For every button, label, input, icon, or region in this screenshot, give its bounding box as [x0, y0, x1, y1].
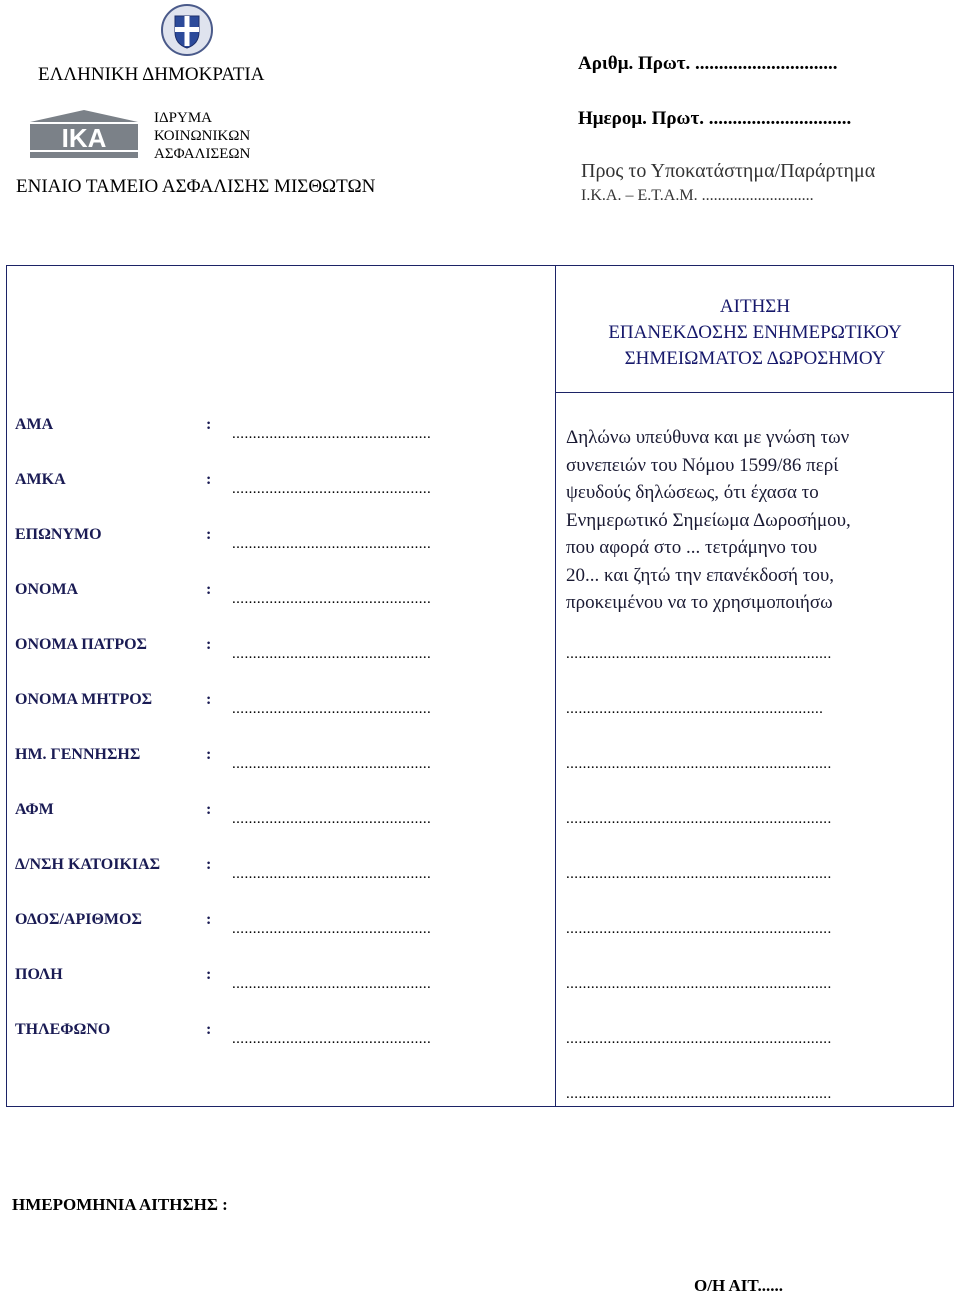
field-label-city: ΠΟΛΗ: [15, 966, 63, 983]
field-label-ama: ΑΜΑ: [15, 416, 54, 433]
form-title-line-3: ΣΗΜΕΙΩΜΑΤΟΣ ΔΩΡΟΣΗΜΟΥ: [624, 348, 886, 369]
field-label-father-name: ΟΝΟΜΑ ΠΑΤΡΟΣ: [15, 636, 148, 653]
ika-logo-text: IKA: [61, 123, 107, 153]
field-colon: :: [206, 1021, 212, 1038]
declaration-line: που αφορά στο ... τετράμηνο του: [566, 537, 818, 558]
recipient-organization: Ι.Κ.Α. – Ε.Τ.Α.Μ. ............................: [581, 187, 814, 204]
field-input-phone[interactable]: ................................................: [232, 1031, 432, 1047]
declaration-line: 20... και ζητώ την επανέκδοσή του,: [566, 564, 835, 586]
field-input-address[interactable]: ................................................: [232, 866, 432, 882]
declaration-write-line-7[interactable]: ................................................................: [566, 976, 832, 992]
form-title-line-2: ΕΠΑΝΕΚΔΟΣΗΣ ΕΝΗΜΕΡΩΤΙΚΟΥ: [608, 322, 902, 343]
field-colon: :: [206, 691, 212, 708]
declaration-write-line-5[interactable]: ................................................................: [566, 866, 832, 882]
field-colon: :: [206, 801, 212, 818]
declaration-write-line-8[interactable]: ................................................................: [566, 1031, 832, 1047]
ika-org-line-2: ΚΟΙΝΩΝΙΚΩΝ: [154, 128, 251, 144]
declaration-write-line-6[interactable]: ................................................................: [566, 921, 832, 937]
field-colon: :: [206, 581, 212, 598]
field-input-mother-name[interactable]: ................................................: [232, 701, 432, 717]
field-input-afm[interactable]: ................................................: [232, 811, 432, 827]
fund-name: ΕΝΙΑΙΟ ΤΑΜΕΙΟ ΑΣΦΑΛΙΣΗΣ ΜΙΣΘΩΤΩΝ: [16, 176, 376, 197]
applicant-signature-label: Ο/Η ΑΙΤ......: [694, 1276, 783, 1295]
field-input-amka[interactable]: ................................................: [232, 481, 432, 497]
title-divider: [555, 392, 954, 393]
field-colon: :: [206, 911, 212, 928]
field-colon: :: [206, 416, 212, 433]
declaration-write-line-1[interactable]: ................................................................: [566, 646, 832, 662]
declaration-line: συνεπειών του Νόμου 1599/86 περί: [566, 454, 839, 476]
field-label-surname: ΕΠΩΝΥΜΟ: [15, 526, 102, 543]
field-label-name: ΟΝΟΜΑ: [15, 581, 79, 598]
field-label-address: Δ/ΝΣΗ ΚΑΤΟΙΚΙΑΣ: [15, 856, 161, 873]
field-input-birth-date[interactable]: ................................................: [232, 756, 432, 772]
declaration-write-line-2[interactable]: ..............................................................: [566, 701, 824, 717]
declaration-write-line-3[interactable]: ................................................................: [566, 756, 832, 772]
declaration-line: Δηλώνω υπεύθυνα και με γνώση των: [566, 427, 850, 448]
field-label-mother-name: ΟΝΟΜΑ ΜΗΤΡΟΣ: [15, 691, 153, 708]
greek-emblem-icon: [160, 4, 214, 56]
field-label-phone: ΤΗΛΕΦΩΝΟ: [15, 1021, 111, 1038]
field-label-afm: ΑΦΜ: [15, 801, 54, 818]
field-input-street-number[interactable]: ................................................: [232, 921, 432, 937]
republic-heading: ΕΛΛΗΝΙΚΗ ΔΗΜΟΚΡΑΤΙΑ: [38, 64, 265, 85]
declaration-write-line-4[interactable]: ................................................................: [566, 811, 832, 827]
ika-logo: [26, 108, 142, 160]
field-input-surname[interactable]: ................................................: [232, 536, 432, 552]
form-title: [556, 294, 954, 372]
recipient-branch: Προς το Υποκατάστημα/Παράρτημα: [581, 160, 876, 182]
field-colon: :: [206, 746, 212, 763]
field-input-ama[interactable]: ................................................: [232, 426, 432, 442]
field-label-street-number: ΟΔΟΣ/ΑΡΙΘΜΟΣ: [15, 911, 142, 928]
protocol-number: Αριθμ. Πρωτ. ..............................: [578, 53, 838, 74]
ika-org-line-3: ΑΣΦΑΛΙΣΕΩΝ: [154, 146, 251, 162]
field-colon: :: [206, 526, 212, 543]
field-input-father-name[interactable]: ................................................: [232, 646, 432, 662]
declaration-line: ψευδούς δηλώσεως, ότι έχασα το: [566, 482, 819, 503]
declaration-write-line-9[interactable]: ................................................................: [566, 1086, 832, 1102]
field-label-amka: ΑΜΚΑ: [15, 471, 66, 488]
field-colon: :: [206, 636, 212, 653]
field-colon: :: [206, 856, 212, 873]
protocol-date: Ημερομ. Πρωτ. ..............................: [578, 108, 852, 129]
form-title-line-1: ΑΙΤΗΣΗ: [719, 296, 791, 317]
declaration-line: Ενημερωτικό Σημείωμα Δωροσήμου,: [566, 509, 851, 531]
field-input-city[interactable]: ................................................: [232, 976, 432, 992]
field-colon: :: [206, 471, 212, 488]
field-input-name[interactable]: ................................................: [232, 591, 432, 607]
declaration-text: [566, 424, 946, 617]
ika-org-line-1: ΙΔΡΥΜΑ: [154, 110, 212, 126]
application-date-label: ΗΜΕΡΟΜΗΝΙΑ ΑΙΤΗΣΗΣ :: [12, 1195, 228, 1214]
field-label-birth-date: ΗΜ. ΓΕΝΝΗΣΗΣ: [15, 746, 141, 763]
field-colon: :: [206, 966, 212, 983]
declaration-line: προκειμένου να το χρησιμοποιήσω: [566, 592, 833, 613]
